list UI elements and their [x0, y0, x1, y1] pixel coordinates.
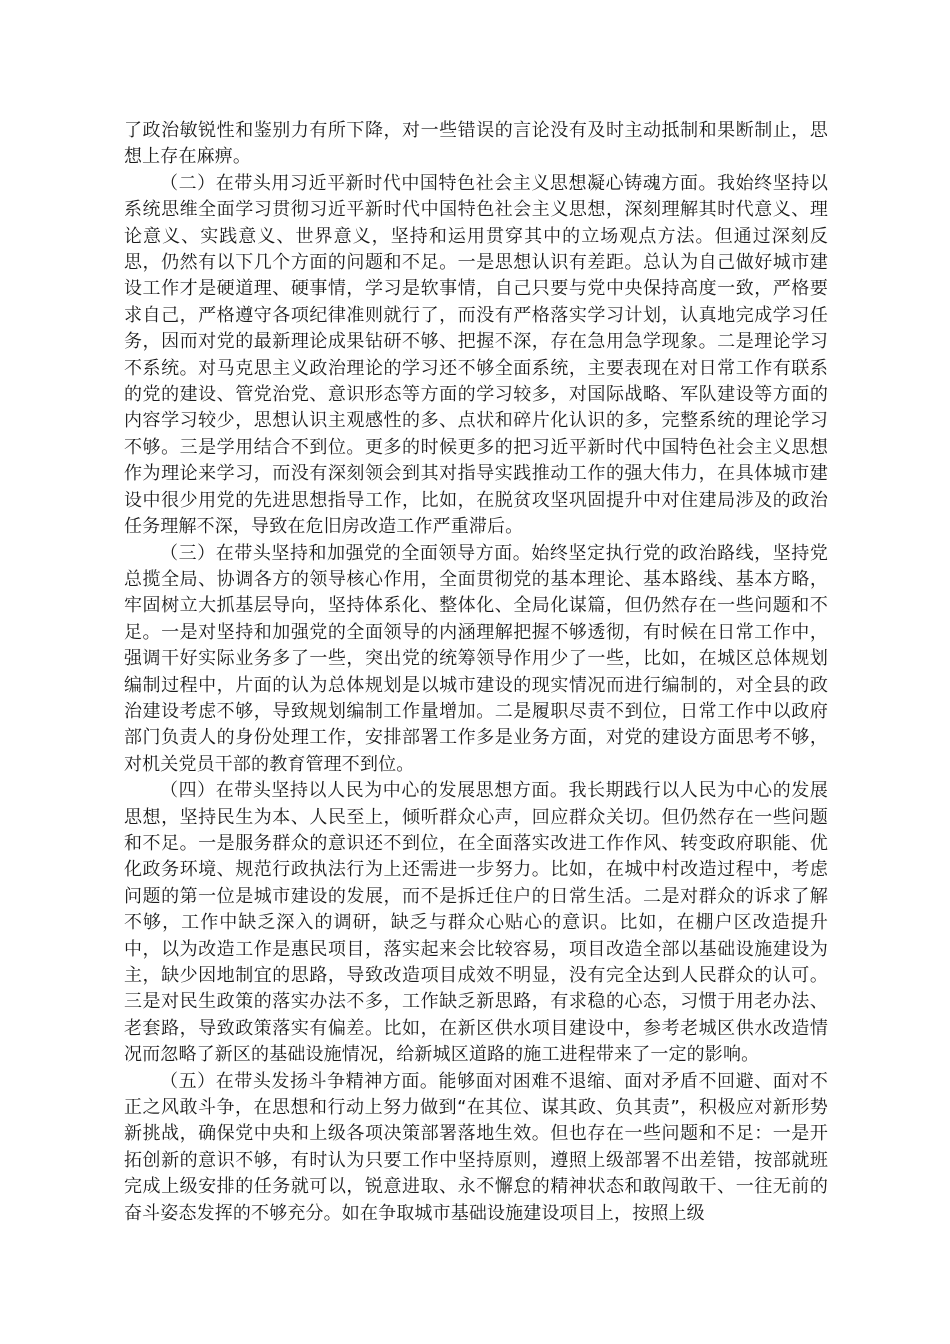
paragraph-section-3: （三）在带头坚持和加强党的全面领导方面。始终坚定执行党的政治路线，坚持党总揽全局、协调各方的领导核心作用，全面贯彻党的基本理论、基本路线、基本方略，牢固树立大抓基层导向，坚持体系化、整体化、全局化谋篇，但仍然存在一些问题和不足。一是对坚持和加强党的全面领导的内涵理解把握不够透彻，有时候在日常工作中，强调干好实际业务多了一些，突出党的统筹领导作用少了一些，比如，在城区总体规划编制过程中，片面的认为总体规划是以城市建设的现实情况而进行编制的，对全县的政治建设考虑不够，导致规划编制工作量增加。二是履职尽责不到位，日常工作中以政府部门负责人的身份处理工作，安排部署工作多是业务方面，对党的建设方面思考不够，对机关党员干部的教育管理不到位。	[124, 542, 828, 775]
paragraph-section-5: （五）在带头发扬斗争精神方面。能够面对困难不退缩、面对矛盾不回避、面对不正之风敢斗争，在思想和行动上努力做到“在其位、谋其政、负其责”，积极应对新形势新挑战，确保党中央和上级各项决策部署落地生效。但也存在一些问题和不足：一是开拓创新的意识不够，有时认为只要工作中坚持原则，遵照上级部署不出差错，按部就班完成上级安排的任务就可以，锐意进取、永不懈怠的精神状态和敢闯敢干、一往无前的奋斗姿态发挥的不够充分。如在争取城市基础设施建设项目上，按照上级	[124, 1070, 828, 1224]
paragraph-section-4: （四）在带头坚持以人民为中心的发展思想方面。我长期践行以人民为中心的发展思想，坚持民生为本、人民至上，倾听群众心声，回应群众关切。但仍然存在一些问题和不足。一是服务群众的意识还不到位，在全面落实改进工作作风、转变政府职能、优化政务环境、规范行政执法行为上还需进一步努力。比如，在城中村改造过程中，考虑问题的第一位是城市建设的发展，而不是拆迁住户的日常生活。二是对群众的诉求了解不够，工作中缺乏深入的调研，缺乏与群众心贴心的意识。比如，在棚户区改造提升中，以为改造工作是惠民项目，落实起来会比较容易，项目改造全部以基础设施建设为主，缺少因地制宜的思路，导致改造项目成效不明显，没有完全达到人民群众的认可。三是对民生政策的落实办法不多，工作缺乏新思路，有求稳的心态，习惯于用老办法、老套路，导致政策落实有偏差。比如，在新区供水项目建设中，参考老城区供水改造情况而忽略了新区的基础设施情况，给新城区道路的施工进程带来了一定的影响。	[124, 780, 828, 1066]
document-page	[124, 118, 828, 1227]
paragraph-continuation: 了政治敏锐性和鉴别力有所下降，对一些错误的言论没有及时主动抵制和果断制止，思想上存在麻痹。	[124, 120, 828, 168]
paragraph-section-2: （二）在带头用习近平新时代中国特色社会主义思想凝心铸魂方面。我始终坚持以系统思维全面学习贯彻习近平新时代中国特色社会主义思想，深刻理解其时代意义、理论意义、实践意义、世界意义，坚持和运用贯穿其中的立场观点方法。但通过深刻反思，仍然有以下几个方面的问题和不足。一是思想认识有差距。总认为自己做好城市建设工作才是硬道理、硬事情，学习是软事情，自己只要与党中央保持高度一致，严格要求自己，严格遵守各项纪律准则就行了，而没有严格落实学习计划，认真地完成学习任务，因而对党的最新理论成果钻研不够、把握不深，存在急用急学现象。二是理论学习不系统。对马克思主义政治理论的学习还不够全面系统，主要表现在对日常工作有联系的党的建设、管党治党、意识形态等方面的学习较多，对国际战略、军队建设等方面的内容学习较少，思想认识主观感性的多、点状和碎片化认识的多，完整系统的理论学习不够。三是学用结合不到位。更多的时候更多的把习近平新时代中国特色社会主义思想作为理论来学习，而没有深刻领会到其对指导实践推动工作的强大伟力，在具体城市建设中很少用党的先进思想指导工作，比如，在脱贫攻坚巩固提升中对住建局涉及的政治任务理解不深，导致在危旧房改造工作严重滞后。	[124, 172, 828, 538]
